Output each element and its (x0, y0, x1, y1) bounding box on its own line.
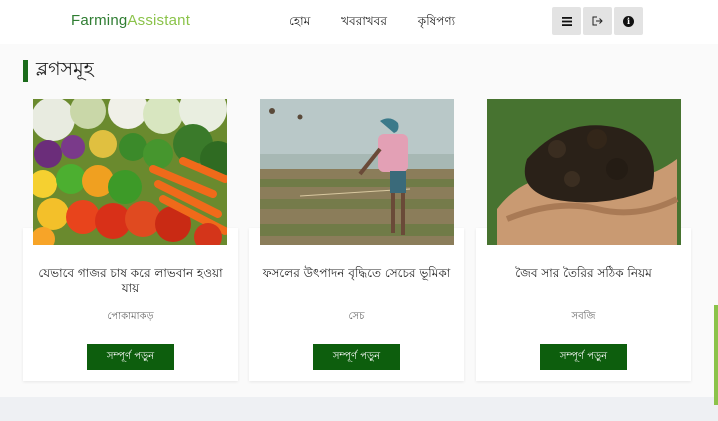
blog-card-1 (23, 228, 238, 381)
blog-card-2 (249, 228, 464, 381)
nav-link-products[interactable]: কৃষিপণ্য (417, 14, 456, 28)
brand-logo[interactable] (71, 12, 190, 29)
info-icon: i (623, 16, 634, 27)
top-navbar (0, 0, 718, 44)
farmer-field-image[interactable] (260, 99, 454, 245)
soil-hands-image[interactable] (487, 99, 681, 245)
read-more-button[interactable]: সম্পূর্ণ পড়ুন (540, 344, 627, 370)
nav-links (289, 13, 482, 33)
card-title[interactable]: ফসলের উৎপাদন বৃদ্ধিতে সেচের ভূমিকা (262, 266, 451, 280)
heading-accent-bar (23, 60, 28, 82)
brand-part-2: Assistant (127, 12, 191, 29)
menu-button[interactable] (552, 7, 581, 35)
nav-buttons (552, 7, 643, 35)
read-more-button[interactable]: সম্পূর্ণ পড়ুন (87, 344, 174, 370)
section-heading (23, 60, 94, 82)
card-category: সবজি (571, 311, 596, 322)
read-more-button[interactable]: সম্পূর্ণ পড়ুন (313, 344, 400, 370)
card-title[interactable]: যেভাবে গাজর চাষ করে লাভবান হওয়া যায় (38, 266, 223, 295)
card-title[interactable]: জৈব সার তৈরির সঠিক নিয়ম (515, 266, 652, 280)
card-category: পোকামাকড় (107, 311, 154, 322)
scroll-indicator[interactable] (714, 305, 718, 405)
info-button[interactable] (614, 7, 643, 35)
brand-part-1: Farming (71, 12, 128, 29)
card-category: সেচ (348, 311, 365, 322)
menu-icon (562, 17, 572, 26)
nav-link-news[interactable]: খবরাখবর (341, 14, 387, 28)
vegetables-image[interactable] (33, 99, 227, 245)
logout-button[interactable] (583, 7, 612, 35)
blog-card-3 (476, 228, 691, 381)
logout-icon (592, 16, 604, 26)
section-title: ব্লগসমূহ (36, 58, 94, 80)
nav-link-home[interactable]: হোম (289, 14, 311, 28)
